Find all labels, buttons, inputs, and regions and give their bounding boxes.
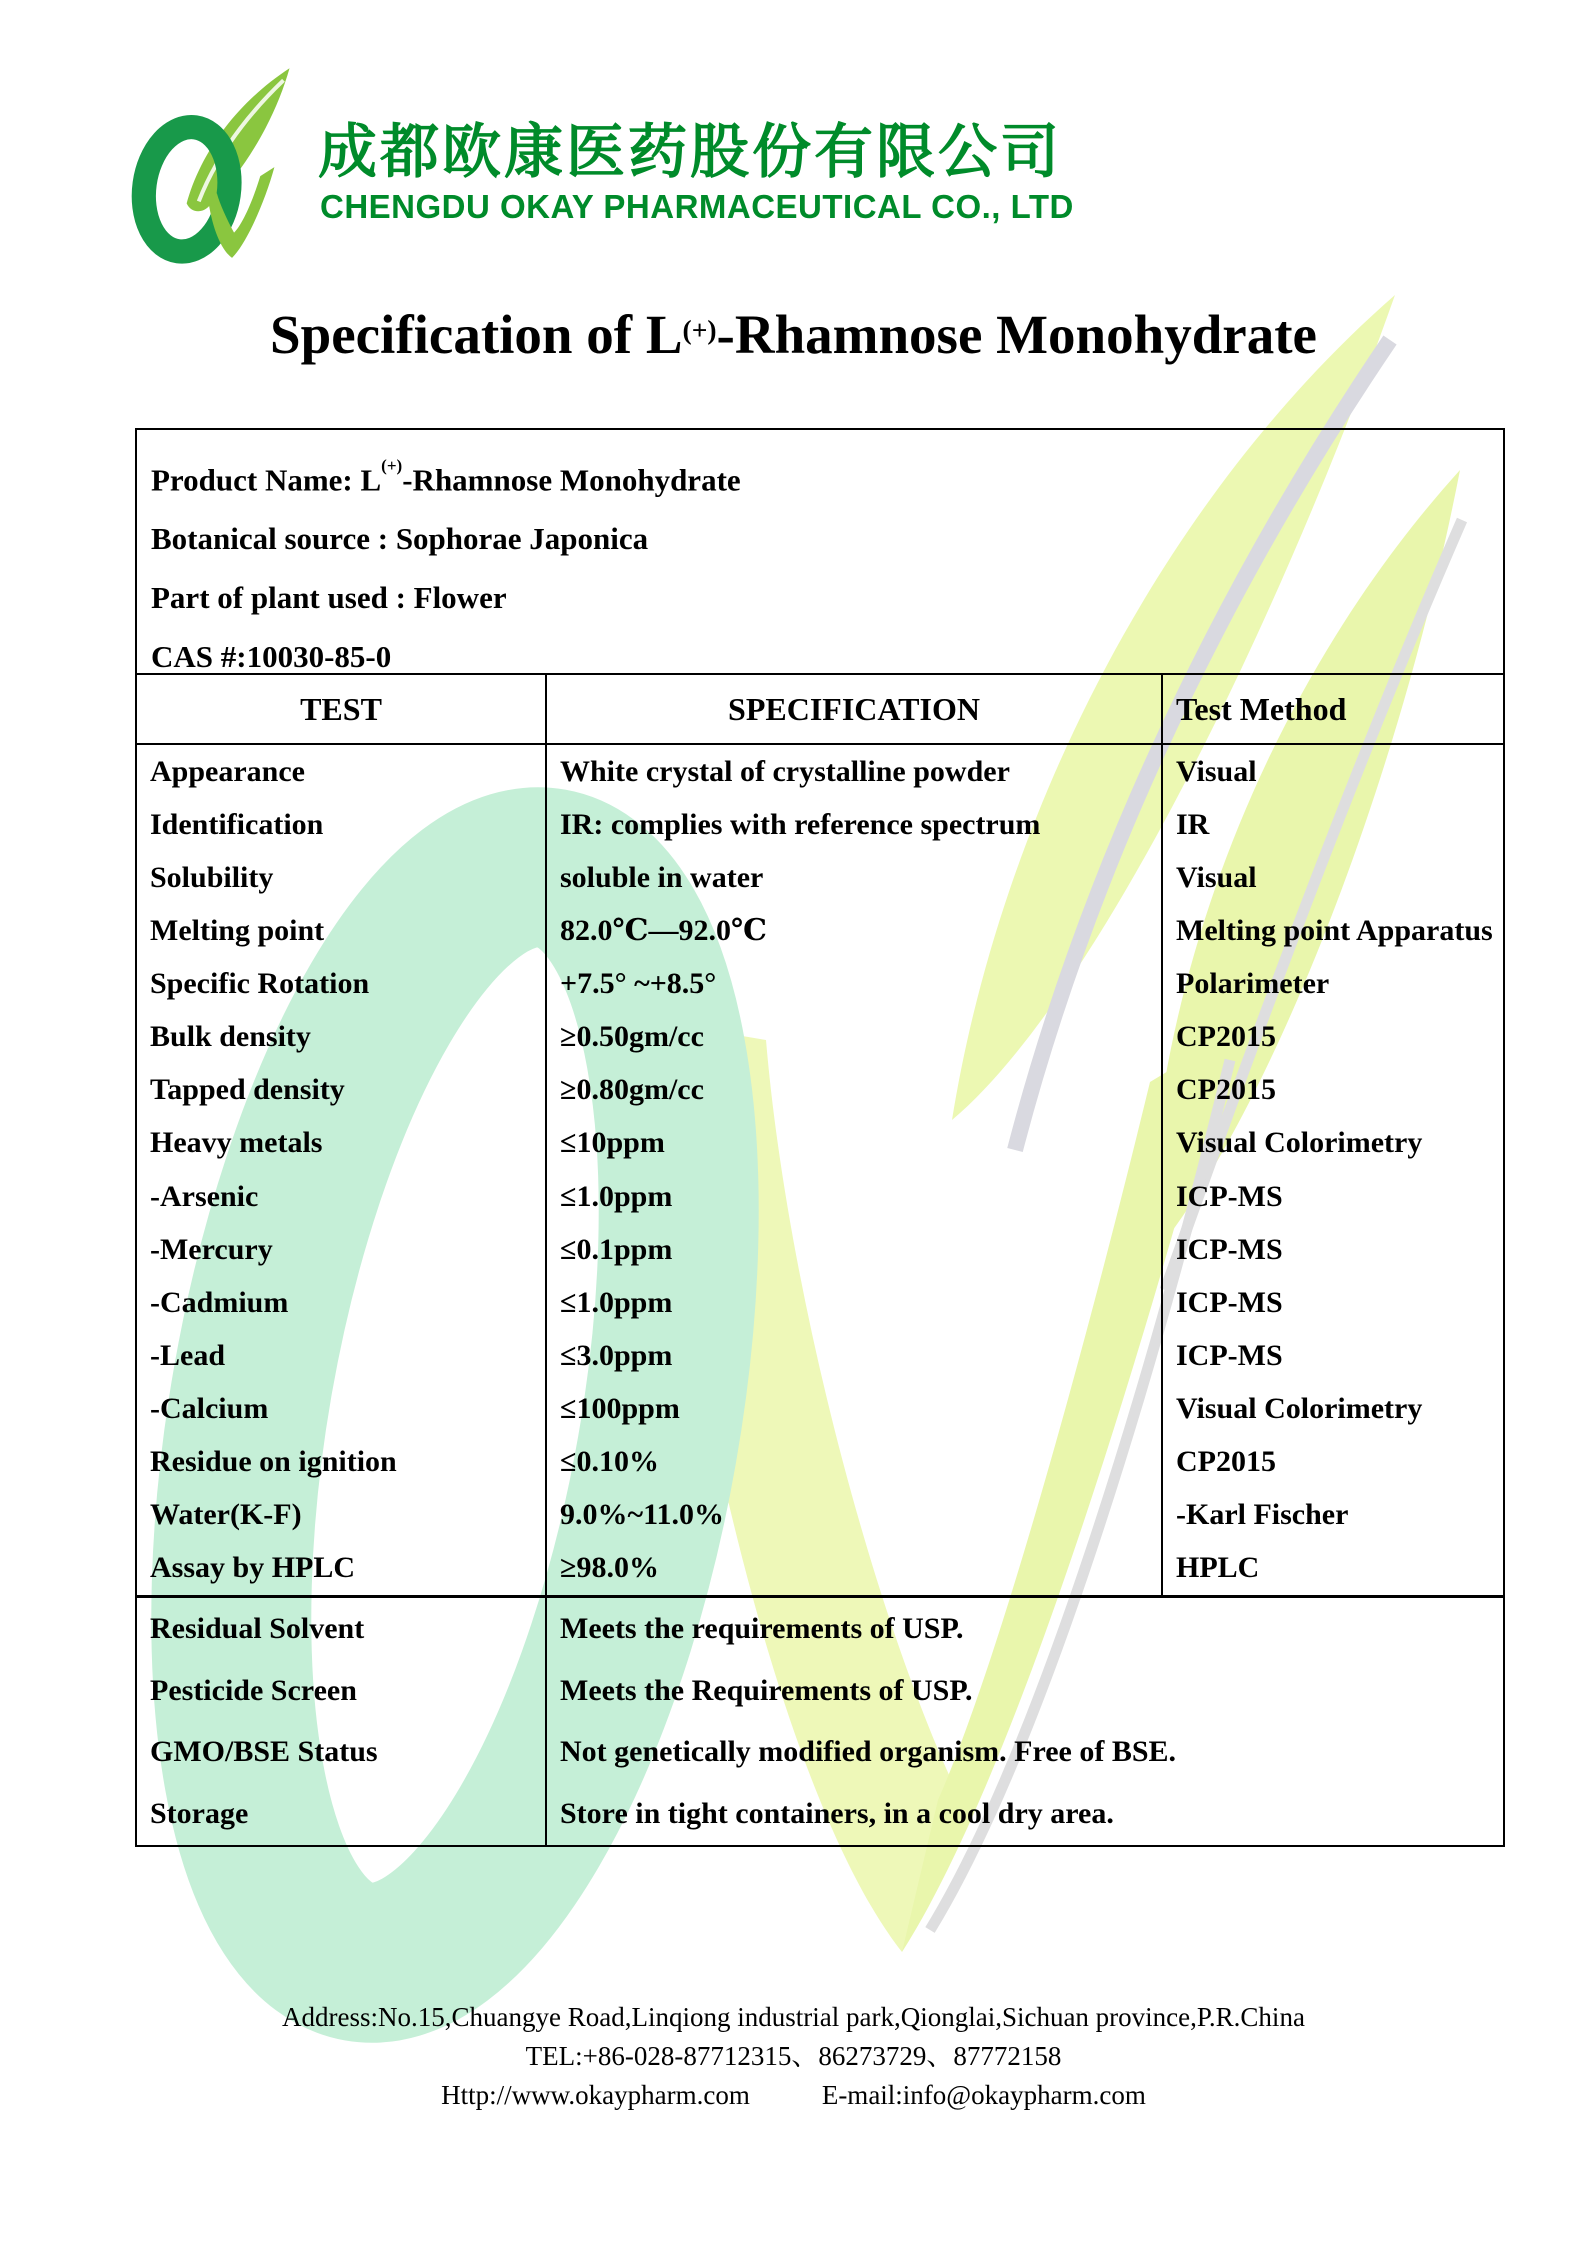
tel-line: TEL:+86-028-87712315、86273729、87772158 <box>525 2041 1062 2071</box>
table-row <box>137 1064 1503 1117</box>
website-url: Http://www.okaypharm.com <box>441 2080 750 2110</box>
table-cell-spec: ≤3.0ppm <box>547 1329 1163 1382</box>
table-row <box>137 1117 1503 1170</box>
table-cell-test: Residual Solvent <box>137 1598 547 1660</box>
title-suffix: -Rhamnose Monohydrate <box>716 304 1317 365</box>
table-cell-method: CP2015 <box>1176 1020 1276 1054</box>
table-cell-method: HPLC <box>1176 1551 1260 1585</box>
table-cell-test: Bulk density <box>137 1011 547 1064</box>
table-cell-method: ICP-MS <box>1176 1285 1283 1319</box>
table-row <box>137 958 1503 1011</box>
table-cell-spec: IR: complies with reference spectrum <box>547 798 1163 851</box>
spec-table-extra-rows <box>137 1595 1503 1845</box>
part-of-plant-line: Part of plant used : Flower <box>151 580 507 616</box>
company-logo-icon <box>112 50 344 264</box>
table-cell-test: Appearance <box>137 745 547 798</box>
table-row <box>137 1489 1503 1542</box>
table-cell-spec: ≤100ppm <box>547 1383 1163 1436</box>
column-header-specification: SPECIFICATION <box>547 675 1163 743</box>
web-email-line <box>0 2076 1587 2115</box>
table-cell-test: Tapped density <box>137 1064 547 1117</box>
table-row <box>137 1011 1503 1064</box>
table-cell-spec: 9.0%~11.0% <box>547 1489 1163 1542</box>
table-cell-spec: ≥98.0% <box>547 1542 1163 1595</box>
table-row <box>137 1436 1503 1489</box>
table-row <box>137 1329 1503 1382</box>
table-cell-method: Visual Colorimetry <box>1176 1392 1423 1426</box>
table-cell-method: CP2015 <box>1176 1073 1276 1107</box>
table-cell-test: Water(K-F) <box>137 1489 547 1542</box>
table-cell-spec: soluble in water <box>547 851 1163 904</box>
table-cell-test: GMO/BSE Status <box>137 1722 547 1784</box>
table-cell-spec: Meets the requirements of USP. <box>560 1611 964 1645</box>
table-cell-test: Residue on ignition <box>137 1436 547 1489</box>
table-cell-spec: White crystal of crystalline powder <box>547 745 1163 798</box>
table-cell-spec: ≥0.80gm/cc <box>547 1064 1163 1117</box>
product-name-superscript: (+) <box>381 456 403 476</box>
table-cell-spec: ≥0.50gm/cc <box>547 1011 1163 1064</box>
cas-number-line: CAS #:10030-85-0 <box>151 639 392 675</box>
company-name-english: CHENGDU OKAY PHARMACEUTICAL CO., LTD <box>320 188 1074 225</box>
table-cell-method: Visual Colorimetry <box>1176 1126 1423 1160</box>
table-row <box>137 1660 1503 1722</box>
table-cell-spec: +7.5° ~+8.5° <box>547 958 1163 1011</box>
table-cell-test: Identification <box>137 798 547 851</box>
table-row <box>137 745 1503 798</box>
botanical-source-line: Botanical source : Sophorae Japonica <box>151 521 649 557</box>
table-cell-spec: Meets the Requirements of USP. <box>560 1673 973 1707</box>
table-cell-method: Melting point Apparatus <box>1176 913 1493 947</box>
table-cell-test: Specific Rotation <box>137 958 547 1011</box>
title-superscript: (+) <box>682 314 717 346</box>
table-row <box>137 1783 1503 1845</box>
table-cell-test: Heavy metals <box>137 1117 547 1170</box>
table-cell-test: Melting point <box>137 904 547 957</box>
table-cell-test: Solubility <box>137 851 547 904</box>
page-title <box>0 303 1587 366</box>
table-cell-method: Visual <box>1176 860 1257 894</box>
table-row <box>137 1383 1503 1436</box>
table-cell-test: Assay by HPLC <box>137 1542 547 1595</box>
company-name-chinese: 成都欧康医药股份有限公司 <box>318 117 1063 186</box>
table-cell-method: CP2015 <box>1176 1445 1276 1479</box>
table-cell-test: -Cadmium <box>137 1276 547 1329</box>
table-cell-test: -Mercury <box>137 1223 547 1276</box>
email-address: E-mail:info@okaypharm.com <box>821 2080 1146 2110</box>
table-cell-spec: ≤0.1ppm <box>547 1223 1163 1276</box>
table-cell-method: -Karl Fischer <box>1176 1498 1349 1532</box>
table-row <box>137 904 1503 957</box>
product-info-block <box>137 430 1503 675</box>
table-row <box>137 851 1503 904</box>
table-cell-test: -Lead <box>137 1329 547 1382</box>
table-row <box>137 1598 1503 1660</box>
product-name-line <box>151 444 1503 509</box>
spec-table-main-rows <box>137 745 1503 1595</box>
product-name-text: Product Name: L <box>151 462 382 498</box>
table-cell-spec: Store in tight containers, in a cool dry area. <box>560 1797 1114 1831</box>
table-row <box>137 1276 1503 1329</box>
column-header-test-method: Test Method <box>1176 690 1347 727</box>
table-cell-spec: ≤0.10% <box>547 1436 1163 1489</box>
table-cell-spec: 82.0℃—92.0℃ <box>547 904 1163 957</box>
spec-table <box>135 428 1505 1847</box>
table-cell-method: ICP-MS <box>1176 1179 1283 1213</box>
table-cell-method: IR <box>1176 807 1210 841</box>
table-cell-test: Storage <box>137 1783 547 1845</box>
table-cell-method: Polarimeter <box>1176 967 1330 1001</box>
table-cell-method: ICP-MS <box>1176 1338 1283 1372</box>
title-prefix: Specification of L <box>270 304 683 365</box>
table-header-row <box>137 675 1503 745</box>
table-cell-method: Visual <box>1176 754 1257 788</box>
table-row <box>137 1223 1503 1276</box>
table-row <box>137 1722 1503 1784</box>
table-row <box>137 798 1503 851</box>
page-footer <box>0 1998 1587 2115</box>
table-cell-test: -Arsenic <box>137 1170 547 1223</box>
table-cell-test: -Calcium <box>137 1383 547 1436</box>
table-cell-test: Pesticide Screen <box>137 1660 547 1722</box>
table-cell-method: ICP-MS <box>1176 1232 1283 1266</box>
table-row <box>137 1542 1503 1595</box>
column-header-test: TEST <box>137 675 547 743</box>
table-row <box>137 1170 1503 1223</box>
product-name-rest: -Rhamnose Monohydrate <box>402 462 741 498</box>
table-cell-spec: ≤10ppm <box>547 1117 1163 1170</box>
table-cell-spec: ≤1.0ppm <box>547 1170 1163 1223</box>
address-line: Address:No.15,Chuangye Road,Linqiong industrial park,Qionglai,Sichuan province,P.R.China <box>282 2002 1305 2032</box>
table-cell-spec: Not genetically modified organism. Free of BSE. <box>560 1735 1177 1769</box>
table-cell-spec: ≤1.0ppm <box>547 1276 1163 1329</box>
